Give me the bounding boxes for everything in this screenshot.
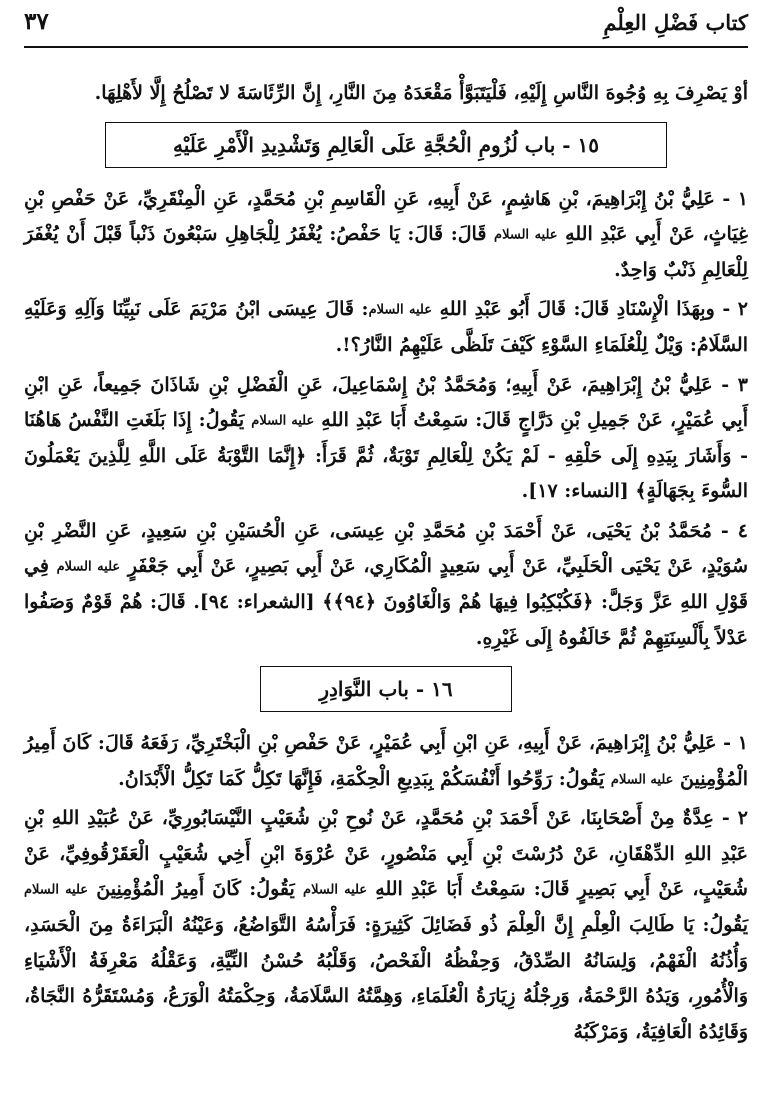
- hadith-text: فِي قَوْلِ اللهِ عَزَّ وَجَلَّ:: [24, 555, 748, 613]
- salutation-mark: عليه السلام: [368, 302, 432, 318]
- salutation-mark: عليه السلام: [251, 413, 315, 429]
- hadith-text: ١ - عَلِيُّ بْنُ إِبْرَاهِيمَ، عَنْ أَبِيهِ، عَنِ ابْنِ أَبِي عُمَيْرٍ، عَنْ حَفْصِ بْنِ الْبَخْتَرِيِّ، رَفَعَهُ قَالَ: كَانَ أَمِيرُ الْمُؤْمِنِينَ: [24, 732, 748, 790]
- hadith-text: ٢ - عِدَّةٌ مِنْ أَصْحَابِنَا، عَنْ أَحْمَدَ بْنِ مُحَمَّدٍ، عَنْ نُوحِ بْنِ شُعَيْبٍ النَّيْسَابُورِيِّ، عَنْ عُبَيْدِ اللهِ بْنِ عَبْدِ اللهِ الدِّهْقَانِ، عَنْ دُرُسْتَ بْنِ أَبِي مَنْصُورٍ، عَنْ عُرْوَةَ ابْنِ أَخِي شُعَيْبٍ الْعَقَرْقُوفِيِّ، عَنْ شُعَيْبٍ، عَنْ أَبِي بَصِيرٍ قَالَ: سَمِعْتُ أَبَا عَبْدِ اللهِ: [24, 807, 748, 901]
- verse-reference: [النساء: ١٧].: [521, 480, 629, 503]
- hadith-text: قَالَ: هُمْ قَوْمٌ وَصَفُوا عَدْلاً بِأَلْسِنَتِهِمْ ثُمَّ خَالَفُوهُ إِلَى غَيْرِهِ.: [24, 591, 748, 649]
- hadith-15-4: [24, 514, 748, 656]
- hadith-text: يَقُولُ: كَانَ أَمِيرُ الْمُؤْمِنِينَ: [96, 878, 295, 901]
- salutation-mark: عليه السلام: [610, 771, 674, 787]
- hadith-15-1: [24, 182, 748, 289]
- page-header: [24, 0, 748, 50]
- hadith-text: يَقُولُ: يَا طَالِبَ الْعِلْمِ إِنَّ الْعِلْمَ ذُو فَضَائِلَ كَثِيرَةٍ: فَرَأْسُهُ التَّوَاضُعُ، وَعَيْنُهُ الْبَرَاءَةُ مِنَ الْحَسَدِ، وَأُذُنُهُ الْفَهْمُ، وَلِسَانُهُ الصِّدْقُ، وَحِفْظُهُ الْفَحْصُ، وَقَلْبُهُ حُسْنُ النِّيَّةِ، وَعَقْلُهُ مَعْرِفَةُ الْأَشْيَاءِ وَالْأُمُورِ، وَيَدُهُ الرَّحْمَةُ، وَرِجْلُهُ زِيَارَةُ الْعُلَمَاءِ، وَهِمَّتُهُ السَّلَامَةُ، وَحِكْمَتُهُ الْوَرَعُ، وَمُسْتَقَرُّهُ النَّجَاةُ، وَقَائِدُهُ الْعَافِيَةُ، وَمَرْكَبُهُ: [24, 914, 748, 1043]
- salutation-mark: عليه السلام: [56, 559, 121, 575]
- hadith-15-2: [24, 292, 748, 363]
- hadith-text: : قَالَ عِيسَى ابْنُ مَرْيَمَ عَلَى نَبِيِّنَا وَآلِهِ وَعَلَيْهِ السَّلَامُ: وَيْلٌ لِلْعُلَمَاءِ السَّوْءِ كَيْفَ تَلَظَّى عَلَيْهِمُ النَّارُ؟!.: [24, 298, 748, 356]
- hadith-text: ٣ - عَلِيُّ بْنُ إِبْرَاهِيمَ، عَنْ أَبِيهِ؛ وَمُحَمَّدُ بْنُ إِسْمَاعِيلَ، عَنِ الْفَضْلِ بْنِ شَاذَانَ جَمِيعاً، عَنِ ابْنِ أَبِي عُمَيْرٍ، عَنْ جَمِيلِ بْنِ دَرَّاجٍ قَالَ: سَمِعْتُ أَبَا عَبْدِ اللهِ: [24, 373, 748, 431]
- chapter-15-title: ١٥ - باب لُزُومِ الْحُجَّةِ عَلَى الْعَالِمِ وَتَشْدِيدِ الْأَمْرِ عَلَيْهِ: [105, 122, 667, 168]
- salutation-mark: عليه السلام: [494, 227, 558, 243]
- hadith-text: يَقُولُ: إِذَا بَلَغَتِ النَّفْسُ هَاهُنَا - وَأَشَارَ بِيَدِهِ إِلَى حَلْقِهِ - لَمْ يَكُنْ لِلْعَالِمِ تَوْبَةٌ، ثُمَّ قَرَأَ:: [24, 409, 748, 467]
- hadith-16-1: [24, 726, 748, 797]
- page-number: ٣٧: [24, 8, 49, 35]
- intro-line: أوْ يَصْرِفَ بِهِ وُجُوهَ النَّاسِ إِلَيْهِ، فَلْيَتَبَوَّأْ مَقْعَدَهُ مِنَ النَّارِ، إِنَّ الرِّئَاسَةَ لا تَصْلُحُ إِلَّا لأَهْلِهَا.: [94, 82, 748, 104]
- chapter-16-title: ١٦ - باب النَّوَادِرِ: [260, 666, 512, 712]
- quran-verse: ﴿إِنَّمَا التَّوْبَةُ عَلَى اللَّهِ لِلَّذِينَ يَعْمَلُونَ السُّوءَ بِجَهَالَةٍ﴾: [24, 444, 748, 503]
- hadith-text: ٢ - وبِهَذَا الْإِسْنَادِ قَالَ: قَالَ أَبُو عَبْدِ اللهِ: [439, 298, 748, 321]
- book-title: كتاب فَضْلِ العِلْمِ: [603, 10, 748, 35]
- hadith-text: ٤ - مُحَمَّدُ بْنُ يَحْيَى، عَنْ أَحْمَدَ بْنِ مُحَمَّدِ بْنِ عِيسَى، عَنِ الْحُسَيْنِ بْنِ سَعِيدٍ، عَنِ النَّضْرِ بْنِ سُوَيْدٍ، عَنْ يَحْيَى الْحَلَبِيِّ، عَنْ أَبِي سَعِيدٍ الْمُكَارِي، عَنْ أَبِي بَصِيرٍ، عَنْ أَبِي جَعْفَرٍ: [24, 519, 748, 578]
- verse-reference: [الشعراء: ٩٤].: [193, 591, 315, 613]
- hadith-15-3: [24, 368, 748, 510]
- salutation-mark: عليه السلام: [24, 882, 89, 898]
- hadith-text: يَقُولُ: رَوِّحُوا أَنْفُسَكُمْ بِبَدِيعِ الْحِكْمَةِ، فَإِنَّهَا تَكِلُّ كَمَا تَكِلُّ الْأَبْدَانُ.: [118, 767, 605, 790]
- hadith-text: ١ - عَلِيُّ بْنُ إِبْرَاهِيمَ، بْنِ هَاشِمٍ، عَنْ أَبِيهِ، عَنِ الْقَاسِمِ بْنِ مُحَمَّدٍ، عَنِ الْمِنْقَرِيِّ، عَنْ حَفْصِ بْنِ غِيَاثٍ، عَنْ أَبِي عَبْدِ اللهِ: [24, 187, 748, 245]
- hadith-text: قَالَ: قَالَ: يَا حَفْصُ: يُغْفَرُ لِلْجَاهِلِ سَبْعُونَ ذَنْباً قَبْلَ أَنْ يُغْفَرَ لِلْعَالِمِ ذَنْبٌ وَاحِدٌ.: [24, 223, 748, 281]
- header-rule: [24, 46, 748, 48]
- quran-verse: ﴿فَكُبْكِبُوا فِيهَا هُمْ وَالْغَاوُونَ ﴿٩٤﴾﴾: [322, 591, 594, 613]
- salutation-mark: عليه السلام: [303, 882, 368, 898]
- hadith-16-2: [24, 801, 748, 1050]
